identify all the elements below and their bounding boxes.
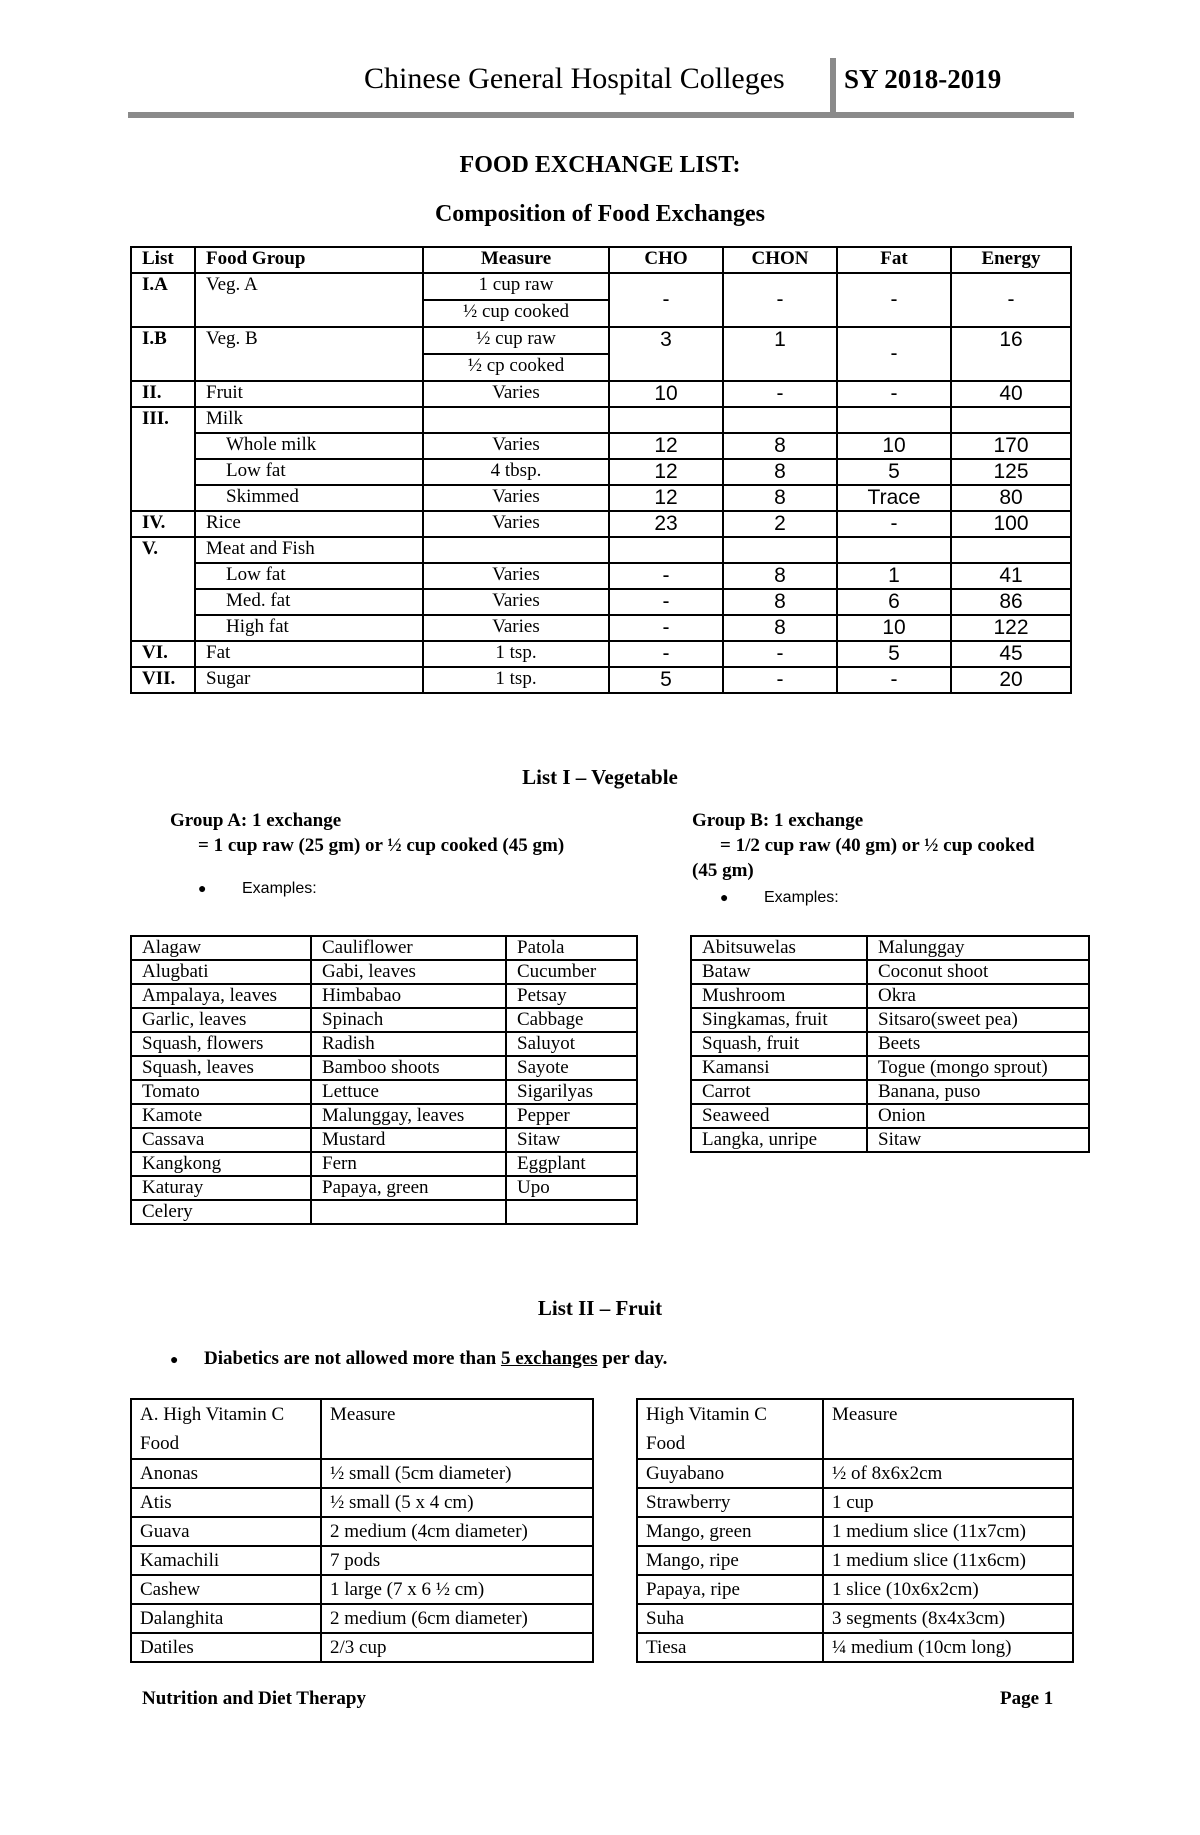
energy-value: 41 [951, 563, 1071, 589]
list-item [131, 1056, 637, 1080]
measure: 1 tsp. [423, 641, 609, 667]
table-cell: Carrot [691, 1080, 867, 1104]
table-cell: Petsay [506, 984, 637, 1008]
table-cell: Kangkong [131, 1152, 311, 1176]
column-header: Measure [423, 247, 609, 273]
measure: Varies [423, 381, 609, 407]
table-row [131, 273, 1071, 327]
table-cell: Strawberry [637, 1488, 823, 1517]
measure: 1 cup raw [478, 274, 554, 295]
list-item [131, 1200, 637, 1224]
list-item [131, 1080, 637, 1104]
fat-value: Trace [837, 485, 951, 511]
table-row [131, 1546, 593, 1575]
bullet-icon: ● [170, 1353, 179, 1368]
cho-value: - [609, 563, 723, 589]
cho-value: - [609, 615, 723, 641]
cho-value: 12 [609, 485, 723, 511]
table-cell: ½ of 8x6x2cm [823, 1459, 1073, 1488]
energy-value: 40 [951, 381, 1071, 407]
list-item [691, 984, 1089, 1008]
measure: ½ cup raw [476, 328, 556, 349]
table-cell: Malunggay [867, 936, 1089, 960]
measure: ½ cp cooked [424, 353, 608, 380]
fat-value: - [837, 511, 951, 537]
table-cell: Cucumber [506, 960, 637, 984]
table-cell: 1 slice (10x6x2cm) [823, 1575, 1073, 1604]
table-cell: Lettuce [311, 1080, 506, 1104]
table-cell: Bamboo shoots [311, 1056, 506, 1080]
measure: Varies [423, 511, 609, 537]
empty-cell [609, 407, 723, 433]
table-cell: Patola [506, 936, 637, 960]
food-group: Rice [195, 511, 423, 537]
list-item [691, 1008, 1089, 1032]
chon-value: - [723, 381, 837, 407]
measure: Varies [423, 563, 609, 589]
table-row [131, 1488, 593, 1517]
food-subgroup: High fat [195, 615, 423, 641]
measure: Varies [423, 485, 609, 511]
table-cell: Gabi, leaves [311, 960, 506, 984]
examples-label: Examples: [242, 880, 317, 897]
empty-cell [951, 537, 1071, 563]
group-b-description [692, 808, 1092, 910]
fruit-table-b [636, 1398, 1074, 1663]
note-emphasis: 5 exchanges [500, 1348, 598, 1369]
energy-value: - [951, 273, 1071, 327]
table-cell: 1 cup [823, 1488, 1073, 1517]
table-row [131, 485, 1071, 511]
table-cell: Coconut shoot [867, 960, 1089, 984]
header-divider [830, 58, 836, 116]
list-item [131, 960, 637, 984]
table-cell: Beets [867, 1032, 1089, 1056]
energy-value: 16 [951, 327, 1071, 381]
header-line: High Vitamin C [646, 1404, 767, 1425]
food-group: Sugar [195, 667, 423, 693]
measure: Varies [423, 433, 609, 459]
table-cell: Atis [131, 1488, 321, 1517]
food-subgroup: Low fat [195, 459, 423, 485]
table-cell: Cauliflower [311, 936, 506, 960]
table-cell [311, 1200, 506, 1224]
table-row [131, 1459, 593, 1488]
table-cell: Alagaw [131, 936, 311, 960]
table-cell: Dalanghita [131, 1604, 321, 1633]
table-cell: Cabbage [506, 1008, 637, 1032]
fruit-heading: List II – Fruit [537, 1296, 663, 1320]
food-group: Fat [195, 641, 423, 667]
cho-value: 12 [609, 433, 723, 459]
table-header-row [131, 247, 1071, 273]
column-header: CHO [609, 247, 723, 273]
table-cell: Garlic, leaves [131, 1008, 311, 1032]
column-header [637, 1399, 823, 1459]
list-item [131, 1104, 637, 1128]
energy-value: 80 [951, 485, 1071, 511]
table-cell: Sitsaro(sweet pea) [867, 1008, 1089, 1032]
table-cell: 1 large (7 x 6 ½ cm) [321, 1575, 593, 1604]
table-cell: 1 medium slice (11x7cm) [823, 1517, 1073, 1546]
table-cell: Datiles [131, 1633, 321, 1662]
chon-value: - [723, 273, 837, 327]
table-row [637, 1604, 1073, 1633]
bullet-icon: ● [198, 880, 207, 896]
food-subgroup: Med. fat [195, 589, 423, 615]
header-rule [128, 112, 1074, 118]
food-group: Veg. B [195, 327, 423, 381]
group-b-definition-cont: (45 gm) [692, 860, 754, 881]
list-code: III. [131, 407, 195, 511]
measure: 4 tbsp. [423, 459, 609, 485]
fat-value: 1 [837, 563, 951, 589]
food-group: Meat and Fish [195, 537, 423, 563]
table-cell: Sayote [506, 1056, 637, 1080]
group-a-description [170, 808, 640, 901]
list-code: IV. [131, 511, 195, 537]
table-cell: Ampalaya, leaves [131, 984, 311, 1008]
table-cell: 2 medium (4cm diameter) [321, 1517, 593, 1546]
energy-value: 20 [951, 667, 1071, 693]
empty-cell [423, 537, 609, 563]
energy-value: 122 [951, 615, 1071, 641]
table-cell: Pepper [506, 1104, 637, 1128]
table-row [131, 667, 1071, 693]
table-row [131, 381, 1071, 407]
table-row [637, 1459, 1073, 1488]
document-title: FOOD EXCHANGE LIST: [459, 152, 741, 178]
list-item [691, 960, 1089, 984]
energy-value: 170 [951, 433, 1071, 459]
table-cell: 1 medium slice (11x6cm) [823, 1546, 1073, 1575]
header-line: A. High Vitamin C [140, 1404, 285, 1425]
table-row [131, 589, 1071, 615]
table-cell: Guava [131, 1517, 321, 1546]
fruit-table-a [130, 1398, 594, 1663]
chon-value: 2 [723, 511, 837, 537]
table-cell: Upo [506, 1176, 637, 1200]
column-header: Energy [951, 247, 1071, 273]
table-cell: Radish [311, 1032, 506, 1056]
list-item [131, 1176, 637, 1200]
table-row [131, 641, 1071, 667]
footer-page-number: Page 1 [1000, 1688, 1054, 1709]
fat-value: 10 [837, 433, 951, 459]
table-row [131, 433, 1071, 459]
table-row [637, 1546, 1073, 1575]
cho-value: 10 [609, 381, 723, 407]
table-cell: Suha [637, 1604, 823, 1633]
table-cell: Mango, ripe [637, 1546, 823, 1575]
header-line: Food [646, 1433, 686, 1454]
table-cell: Cassava [131, 1128, 311, 1152]
table-cell [506, 1200, 637, 1224]
food-group: Fruit [195, 381, 423, 407]
cho-value: 3 [609, 327, 723, 381]
group-b-definition: = 1/2 cup raw (40 gm) or ½ cup cooked [720, 835, 1035, 856]
table-header-row [131, 1399, 593, 1459]
chon-value: - [723, 641, 837, 667]
table-row [131, 615, 1071, 641]
list-item [131, 1008, 637, 1032]
empty-cell [609, 537, 723, 563]
table-cell: Okra [867, 984, 1089, 1008]
header-line: Food [140, 1433, 180, 1454]
table-cell: Abitsuwelas [691, 936, 867, 960]
list-item [131, 1152, 637, 1176]
column-header: Fat [837, 247, 951, 273]
list-item [691, 1080, 1089, 1104]
list-code: I.B [131, 327, 195, 381]
measure: Varies [423, 615, 609, 641]
vegetable-heading: List I – Vegetable [522, 765, 678, 789]
energy-value: 125 [951, 459, 1071, 485]
table-row [637, 1517, 1073, 1546]
cho-value: - [609, 589, 723, 615]
table-row [131, 563, 1071, 589]
fat-value: 6 [837, 589, 951, 615]
food-subgroup: Whole milk [195, 433, 423, 459]
table-row [131, 1517, 593, 1546]
table-cell: 3 segments (8x4x3cm) [823, 1604, 1073, 1633]
fat-value: - [837, 381, 951, 407]
table-cell: Tomato [131, 1080, 311, 1104]
chon-value: 8 [723, 615, 837, 641]
fruit-note [170, 1348, 667, 1370]
list-item [691, 1104, 1089, 1128]
table-cell: Malunggay, leaves [311, 1104, 506, 1128]
chon-value: 8 [723, 433, 837, 459]
table-cell: Fern [311, 1152, 506, 1176]
table-cell: Anonas [131, 1459, 321, 1488]
table-cell: 7 pods [321, 1546, 593, 1575]
examples-label: Examples: [764, 889, 839, 906]
chon-value: - [723, 667, 837, 693]
group-a-examples [170, 876, 640, 901]
document-subtitle: Composition of Food Exchanges [434, 201, 766, 227]
measure: ½ cup cooked [424, 299, 608, 326]
fat-value: 5 [837, 641, 951, 667]
table-row [131, 459, 1071, 485]
table-cell: Banana, puso [867, 1080, 1089, 1104]
list-code: I.A [131, 273, 195, 327]
food-subgroup: Low fat [195, 563, 423, 589]
chon-value: 8 [723, 563, 837, 589]
table-cell: Mango, green [637, 1517, 823, 1546]
column-header: Measure [823, 1399, 1073, 1459]
empty-cell [837, 537, 951, 563]
list-item [691, 1056, 1089, 1080]
table-cell: Sigarilyas [506, 1080, 637, 1104]
list-item [131, 1032, 637, 1056]
chon-value: 8 [723, 589, 837, 615]
list-item [131, 984, 637, 1008]
group-b-heading: Group B: 1 exchange [692, 810, 864, 831]
cho-value: 12 [609, 459, 723, 485]
table-cell: ¼ medium (10cm long) [823, 1633, 1073, 1662]
fat-value: - [837, 273, 951, 327]
food-group: Milk [195, 407, 423, 433]
list-item [691, 1128, 1089, 1152]
table-cell: Togue (mongo sprout) [867, 1056, 1089, 1080]
energy-value: 100 [951, 511, 1071, 537]
table-row [131, 1575, 593, 1604]
food-subgroup: Skimmed [195, 485, 423, 511]
school-year: SY 2018-2019 [844, 64, 1002, 94]
table-cell: Spinach [311, 1008, 506, 1032]
table-cell: Guyabano [637, 1459, 823, 1488]
table-cell: Squash, leaves [131, 1056, 311, 1080]
table-cell: Langka, unripe [691, 1128, 867, 1152]
chon-value: 1 [723, 327, 837, 381]
group-a-heading: Group A: 1 exchange [170, 810, 342, 831]
cho-value: 5 [609, 667, 723, 693]
measure-cell [423, 327, 609, 381]
list-item [691, 1032, 1089, 1056]
table-cell: Seaweed [691, 1104, 867, 1128]
list-item [131, 1128, 637, 1152]
table-cell: Cashew [131, 1575, 321, 1604]
table-cell: 2/3 cup [321, 1633, 593, 1662]
table-cell: Katuray [131, 1176, 311, 1200]
cho-value: - [609, 273, 723, 327]
column-header: CHON [723, 247, 837, 273]
table-cell: Kamansi [691, 1056, 867, 1080]
table-cell: Singkamas, fruit [691, 1008, 867, 1032]
table-cell: Alugbati [131, 960, 311, 984]
table-cell: Squash, fruit [691, 1032, 867, 1056]
fat-value: - [837, 327, 951, 381]
institution-name: Chinese General Hospital Colleges [364, 62, 785, 95]
table-row [131, 327, 1071, 381]
table-cell: Celery [131, 1200, 311, 1224]
group-b-examples [692, 885, 1092, 910]
empty-cell [423, 407, 609, 433]
measure-cell [423, 273, 609, 327]
empty-cell [723, 537, 837, 563]
table-cell: Sitaw [506, 1128, 637, 1152]
list-code: II. [131, 381, 195, 407]
cho-value: 23 [609, 511, 723, 537]
empty-cell [723, 407, 837, 433]
bullet-icon: ● [720, 889, 729, 905]
empty-cell [837, 407, 951, 433]
table-cell: Saluyot [506, 1032, 637, 1056]
column-header: Food Group [195, 247, 423, 273]
chon-value: 8 [723, 459, 837, 485]
measure: Varies [423, 589, 609, 615]
list-code: VII. [131, 667, 195, 693]
table-cell: Papaya, ripe [637, 1575, 823, 1604]
table-cell: ½ small (5cm diameter) [321, 1459, 593, 1488]
energy-value: 45 [951, 641, 1071, 667]
table-header-row [637, 1399, 1073, 1459]
table-cell: 2 medium (6cm diameter) [321, 1604, 593, 1633]
table-cell: Mushroom [691, 984, 867, 1008]
group-a-examples-table [130, 935, 638, 1225]
group-b-examples-table [690, 935, 1090, 1153]
fat-value: 5 [837, 459, 951, 485]
table-cell: Mustard [311, 1128, 506, 1152]
table-row [637, 1575, 1073, 1604]
cho-value: - [609, 641, 723, 667]
table-row [131, 407, 1071, 433]
table-row [131, 1604, 593, 1633]
table-cell: Eggplant [506, 1152, 637, 1176]
table-cell: ½ small (5 x 4 cm) [321, 1488, 593, 1517]
table-row [131, 511, 1071, 537]
column-header: List [131, 247, 195, 273]
energy-value: 86 [951, 589, 1071, 615]
table-cell: Bataw [691, 960, 867, 984]
group-a-definition: = 1 cup raw (25 gm) or ½ cup cooked (45 gm) [198, 835, 565, 856]
table-cell: Kamote [131, 1104, 311, 1128]
fat-value: 10 [837, 615, 951, 641]
column-header [131, 1399, 321, 1459]
note-text: Diabetics are not allowed more than [204, 1348, 501, 1369]
list-code: VI. [131, 641, 195, 667]
column-header: Measure [321, 1399, 593, 1459]
table-cell: Tiesa [637, 1633, 823, 1662]
chon-value: 8 [723, 485, 837, 511]
composition-table [130, 246, 1072, 694]
list-code: V. [131, 537, 195, 641]
table-row [131, 537, 1071, 563]
footer-course: Nutrition and Diet Therapy [142, 1688, 366, 1709]
food-group: Veg. A [195, 273, 423, 327]
table-cell: Squash, flowers [131, 1032, 311, 1056]
measure: 1 tsp. [423, 667, 609, 693]
table-row [637, 1488, 1073, 1517]
table-row [637, 1633, 1073, 1662]
table-cell: Papaya, green [311, 1176, 506, 1200]
fat-value: - [837, 667, 951, 693]
empty-cell [951, 407, 1071, 433]
table-cell: Onion [867, 1104, 1089, 1128]
table-cell: Himbabao [311, 984, 506, 1008]
list-item [131, 936, 637, 960]
table-cell: Kamachili [131, 1546, 321, 1575]
table-cell: Sitaw [867, 1128, 1089, 1152]
table-row [131, 1633, 593, 1662]
list-item [691, 936, 1089, 960]
note-text: per day. [597, 1348, 668, 1369]
